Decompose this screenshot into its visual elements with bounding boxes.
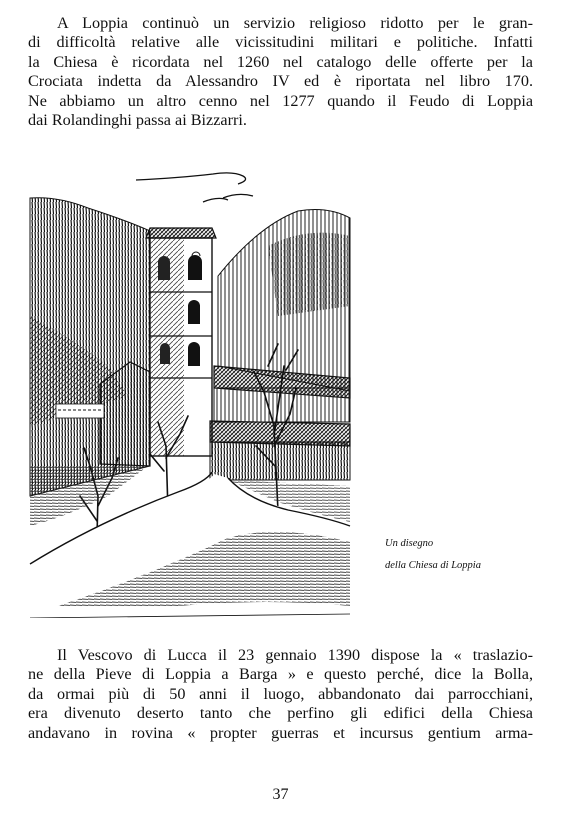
page-number: 37 — [272, 786, 289, 803]
portico-buildings — [210, 366, 350, 480]
text-line: di difficoltà relative alle vicissitudini militari e politiche. Infatti — [28, 33, 533, 52]
text-line: la Chiesa è ricordata nel 1260 nel catalogo delle offerte per la — [28, 52, 533, 71]
church-drawing — [28, 166, 358, 618]
road — [30, 466, 350, 618]
text-line: da ormai più di 50 anni il luogo, abbandonato dai parrocchiani, — [28, 684, 533, 703]
text-line: ne della Pieve di Loppia a Barga » e questo perché, dice la Bolla, — [28, 665, 533, 684]
caption-line: Un disegno — [385, 538, 434, 549]
figure-caption — [385, 533, 535, 577]
text-line: A Loppia continuò un servizio religioso ridotto per le gran- — [57, 14, 533, 32]
paragraph-bottom — [28, 646, 533, 743]
text-line: andavano in rovina « propter guerras et incursus gentium arma- — [28, 723, 533, 742]
caption-line: della Chiesa di Loppia — [385, 560, 481, 571]
text-line: Crociata indetta da Alessandro IV ed è riportata nel libro 170. — [28, 72, 533, 91]
sky-strokes — [136, 173, 253, 202]
paragraph-top — [28, 14, 533, 130]
bell-tower — [146, 228, 216, 456]
text-line: Il Vescovo di Lucca il 23 gennaio 1390 dispose la « traslazio- — [57, 646, 533, 664]
text-line: Ne abbiamo un altro cenno nel 1277 quando il Feudo di Loppia — [28, 91, 533, 110]
text-line: era divenuto deserto tanto che perfino gli edifici della Chiesa — [28, 704, 533, 723]
text-line: dai Rolandinghi passa ai Bizzarri. — [28, 111, 247, 130]
